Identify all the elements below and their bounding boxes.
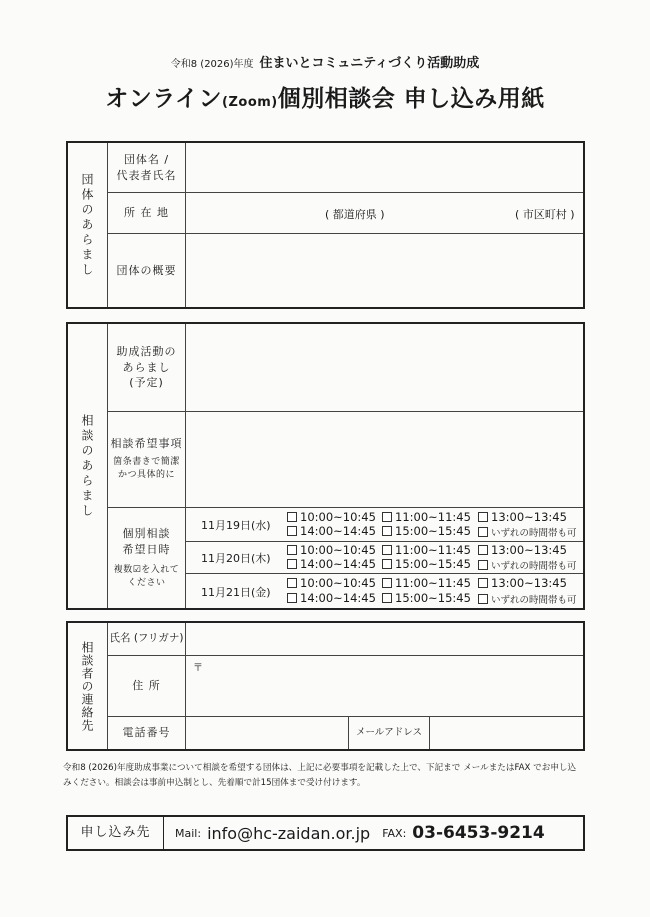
org-name-label-line2: 代表者氏名	[116, 168, 177, 182]
org-overview-label: 団体の概要	[116, 263, 177, 277]
time-slot-checkbox[interactable]	[382, 557, 471, 571]
schedule-label	[108, 508, 185, 608]
time-slot-label: 14:00~14:45	[300, 524, 376, 538]
schedule-label-line2: 希望日時	[122, 542, 171, 556]
any-time-checkbox[interactable]	[478, 592, 577, 606]
time-slot-label: 14:00~14:45	[300, 557, 376, 571]
organization-section-label: 団体のあらまし	[80, 172, 94, 278]
time-slot-label: 10:00~10:45	[300, 510, 376, 524]
mail-label: Mail:	[175, 826, 202, 840]
contact-address-field[interactable]	[186, 656, 583, 716]
contact-name-field[interactable]	[186, 623, 583, 655]
postal-mark: 〒	[193, 663, 203, 674]
org-name-label	[108, 143, 185, 192]
contact-email-label: メールアドレス	[355, 727, 423, 739]
org-name-field[interactable]	[186, 143, 583, 192]
org-overview-field[interactable]	[186, 234, 583, 307]
contact-name-label: 氏名 (フリガナ)	[109, 632, 184, 645]
schedule-note-line1: 複数☑を入れて	[113, 564, 180, 575]
schedule-date: 11月21日(金)	[201, 586, 271, 599]
time-slot-checkbox[interactable]	[382, 543, 471, 557]
time-slot-checkbox[interactable]	[478, 543, 567, 557]
consult-topic-note-line1: 箇条書きで簡潔	[113, 457, 180, 468]
time-slot-label: 15:00~15:45	[395, 591, 471, 605]
time-slot-label: 10:00~10:45	[300, 576, 376, 590]
consult-topic-field[interactable]	[186, 412, 583, 507]
time-slot-checkbox[interactable]	[382, 510, 471, 524]
apply-contact	[175, 817, 545, 849]
time-slot-checkbox[interactable]	[287, 524, 376, 538]
any-time-checkbox[interactable]	[478, 525, 577, 539]
activity-label	[108, 324, 185, 411]
consultation-section-label: 相談のあらまし	[80, 413, 94, 519]
fax-label: FAX:	[382, 826, 407, 840]
contact-section-label: 相談者の連絡先	[80, 640, 94, 732]
consult-topic-label	[108, 412, 185, 507]
program-subtitle	[0, 52, 650, 71]
time-slot-checkbox[interactable]	[382, 591, 471, 605]
time-slot-checkbox[interactable]	[287, 543, 376, 557]
time-slot-label: 11:00~11:45	[395, 543, 471, 557]
any-time-label: いずれの時間帯も可	[491, 528, 577, 539]
schedule-label-line1: 個別相談	[122, 527, 171, 541]
contact-email-field[interactable]	[430, 717, 583, 749]
schedule-date: 11月20日(木)	[201, 552, 271, 565]
apply-label: 申し込み先	[80, 824, 151, 840]
time-slot-label: 13:00~13:45	[491, 576, 567, 590]
consult-topic-note-line2: かつ具体的に	[117, 470, 175, 481]
time-slot-checkbox[interactable]	[287, 576, 376, 590]
any-time-checkbox[interactable]	[478, 558, 577, 572]
time-slot-checkbox[interactable]	[478, 576, 567, 590]
time-slot-label: 14:00~14:45	[300, 591, 376, 605]
activity-label-line2: あらまし	[122, 360, 171, 374]
page-title	[0, 80, 650, 113]
time-slot-label: 13:00~13:45	[491, 510, 567, 524]
time-slot-checkbox[interactable]	[382, 524, 471, 538]
time-slot-checkbox[interactable]	[382, 576, 471, 590]
activity-label-line1: 助成活動の	[116, 344, 177, 358]
any-time-label: いずれの時間帯も可	[491, 561, 577, 572]
consult-topic-label-main: 相談希望事項	[110, 437, 183, 451]
title-main: 個別相談会 申し込み用紙	[277, 86, 545, 112]
program-name: 住まいとコミュニティづくり活動助成	[259, 56, 480, 71]
activity-label-line3: (予定)	[129, 376, 164, 390]
activity-field[interactable]	[186, 324, 583, 411]
fiscal-year: 令和8 (2026)年度	[170, 59, 254, 70]
title-zoom: (Zoom)	[222, 95, 278, 110]
time-slot-label: 11:00~11:45	[395, 510, 471, 524]
contact-phone-label: 電話番号	[122, 726, 171, 740]
org-name-label-line1: 団体名 /	[123, 152, 170, 166]
application-note: 令和8 (2026)年度助成事業について相談を希望する団体は、上記に必要事項を記載した上で、下記まで メールまたはFAX でお申し込みください。相談会は事前申込制とし、先着順で計15団体まで受け付けます。	[63, 763, 577, 789]
time-slot-checkbox[interactable]	[287, 591, 376, 605]
time-slot-label: 15:00~15:45	[395, 524, 471, 538]
contact-address-label: 住 所	[132, 679, 161, 693]
time-slot-label: 10:00~10:45	[300, 543, 376, 557]
any-time-label: いずれの時間帯も可	[491, 595, 577, 606]
org-address-label: 所 在 地	[124, 206, 169, 220]
city-label: ( 市区町村 )	[515, 208, 575, 221]
time-slot-label: 13:00~13:45	[491, 543, 567, 557]
time-slot-checkbox[interactable]	[287, 510, 376, 524]
title-online: オンライン	[105, 86, 223, 112]
contact-phone-field[interactable]	[186, 717, 348, 749]
time-slot-checkbox[interactable]	[287, 557, 376, 571]
mail-address[interactable]: info@hc-zaidan.or.jp	[207, 823, 371, 843]
time-slot-checkbox[interactable]	[478, 510, 567, 524]
fax-number: 03-6453-9214	[412, 823, 545, 843]
prefecture-label: ( 都道府県 )	[325, 208, 385, 221]
time-slot-label: 11:00~11:45	[395, 576, 471, 590]
time-slot-label: 15:00~15:45	[395, 557, 471, 571]
schedule-date: 11月19日(水)	[201, 519, 271, 532]
schedule-note-line2: ください	[127, 577, 166, 588]
